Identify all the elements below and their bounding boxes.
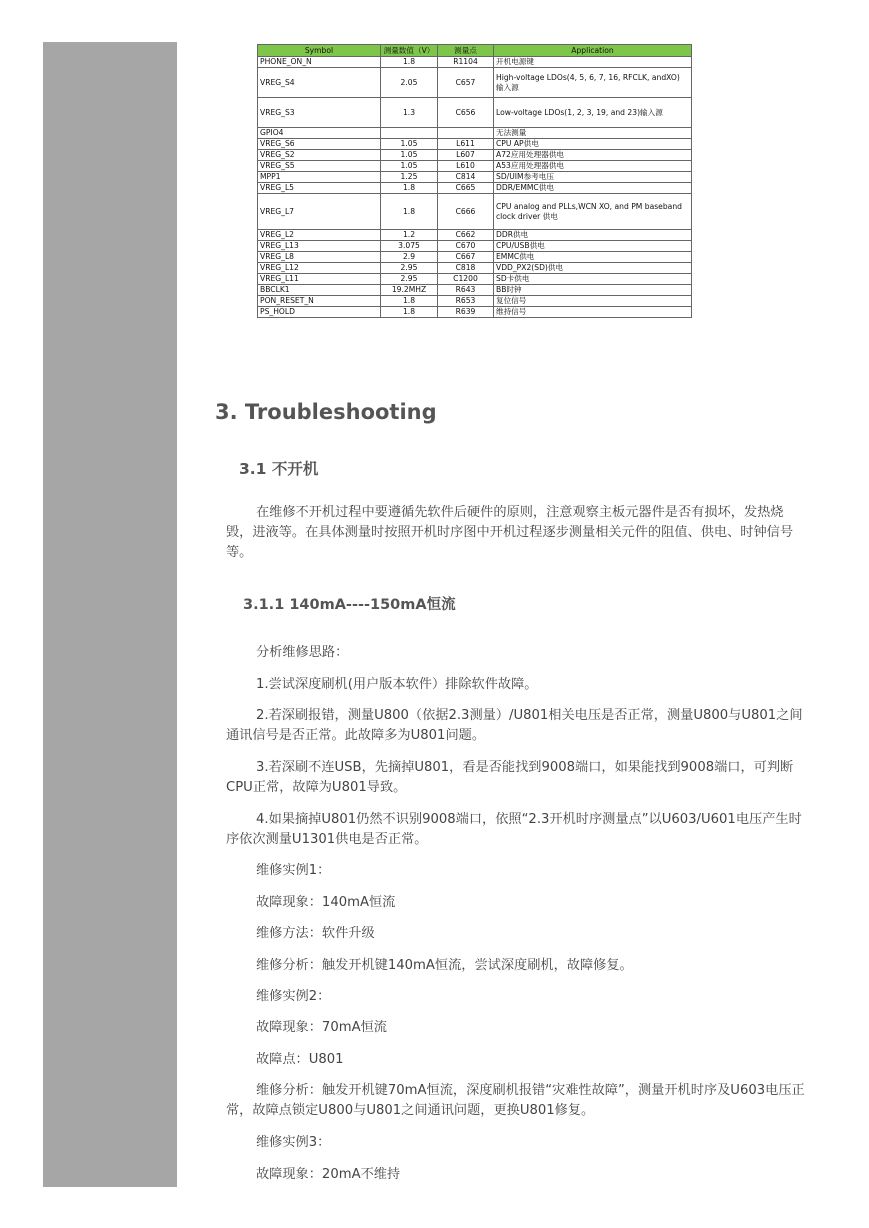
header-point: 测量点 [438, 45, 494, 57]
cell-application: DDR/EMMC供电 [494, 183, 692, 194]
table-row [258, 241, 692, 252]
case-1-analysis: 维修分析：触发开机键140mA恒流，尝试深度刷机，故障修复。 [256, 958, 633, 973]
cell-point: C818 [438, 263, 494, 274]
cell-symbol: VREG_L8 [258, 252, 381, 263]
cell-symbol: VREG_S4 [258, 68, 381, 98]
table-row [258, 57, 692, 68]
cell-value: 2.95 [381, 274, 438, 285]
table-row [258, 263, 692, 274]
cell-symbol: VREG_S3 [258, 98, 381, 128]
case-1-method: 维修方法：软件升级 [256, 926, 375, 941]
cell-application: CPU analog and PLLs,WCN XO, and PM baseband clock driver 供电 [494, 194, 692, 230]
cell-point: L610 [438, 161, 494, 172]
cell-symbol: VREG_S2 [258, 150, 381, 161]
cell-point: L607 [438, 150, 494, 161]
table-row [258, 128, 692, 139]
cell-value: 2.05 [381, 68, 438, 98]
cell-point: C670 [438, 241, 494, 252]
cell-application: High-voltage LDOs(4, 5, 6, 7, 16, RFCLK, andXO) 输入源 [494, 68, 692, 98]
cell-symbol: GPIO4 [258, 128, 381, 139]
table-row [258, 172, 692, 183]
cell-application: CPU/USB供电 [494, 241, 692, 252]
cell-value: 1.8 [381, 296, 438, 307]
cell-point: L611 [438, 139, 494, 150]
cell-value: 1.25 [381, 172, 438, 183]
cell-symbol: PHONE_ON_N [258, 57, 381, 68]
cell-symbol: PON_RESET_N [258, 296, 381, 307]
cell-symbol: VREG_L2 [258, 230, 381, 241]
header-application: Application [494, 45, 692, 57]
cell-value: 1.8 [381, 194, 438, 230]
case-1-symptom: 故障现象：140mA恒流 [256, 895, 396, 910]
cell-value: 1.8 [381, 57, 438, 68]
cell-point: R1104 [438, 57, 494, 68]
table-row [258, 183, 692, 194]
analysis-heading: 分析维修思路： [256, 645, 349, 660]
cell-application: DDR供电 [494, 230, 692, 241]
cell-application: BB时钟 [494, 285, 692, 296]
table-row [258, 139, 692, 150]
table-row [258, 230, 692, 241]
table-row [258, 307, 692, 318]
step-4: 4.如果摘掉U801仍然不识别9008端口，依照“2.3开机时序测量点”以U603/U601电压产生时序依次测量U1301供电是否正常。 [226, 812, 802, 847]
cell-symbol: VREG_L13 [258, 241, 381, 252]
step-3: 3.若深刷不连USB，先摘掉U801，看是否能找到9008端口，如果能找到9008端口，可判断CPU正常，故障为U801导致。 [226, 760, 794, 795]
table-row [258, 296, 692, 307]
cell-value: 1.05 [381, 150, 438, 161]
cell-application: A72应用处理器供电 [494, 150, 692, 161]
intro-paragraph: 在维修不开机过程中要遵循先软件后硬件的原则，注意观察主板元器件是否有损坏，发热烧毁，进液等。在具体测量时按照开机时序图中开机过程逐步测量相关元件的阻值、供电、时钟信号等。 [226, 505, 794, 560]
cell-application: EMMC供电 [494, 252, 692, 263]
measurement-table [257, 44, 692, 318]
table-row [258, 68, 692, 98]
cell-application: Low-voltage LDOs(1, 2, 3, 19, and 23)输入源 [494, 98, 692, 128]
cell-point: C814 [438, 172, 494, 183]
subsubsection-title: 3.1.1 140mA----150mA恒流 [243, 597, 456, 613]
cell-application: CPU AP供电 [494, 139, 692, 150]
table-row [258, 194, 692, 230]
case-3-symptom: 故障现象：20mA不维持 [256, 1167, 401, 1182]
cell-value: 1.3 [381, 98, 438, 128]
cell-point: C667 [438, 252, 494, 263]
cell-symbol: VREG_L12 [258, 263, 381, 274]
table-row [258, 161, 692, 172]
cell-symbol: VREG_S6 [258, 139, 381, 150]
header-value: 测量数值（V） [381, 45, 438, 57]
cell-value: 1.8 [381, 183, 438, 194]
section-title: 3. Troubleshooting [215, 400, 437, 424]
cell-point: C665 [438, 183, 494, 194]
cell-point: R653 [438, 296, 494, 307]
cell-application: SD卡供电 [494, 274, 692, 285]
cell-value [381, 128, 438, 139]
cell-value: 3.075 [381, 241, 438, 252]
cell-value: 2.9 [381, 252, 438, 263]
cell-value: 1.8 [381, 307, 438, 318]
cell-point: C656 [438, 98, 494, 128]
cell-application: VDD_PX2(SD)供电 [494, 263, 692, 274]
cell-value: 1.05 [381, 161, 438, 172]
table-row [258, 98, 692, 128]
cell-symbol: PS_HOLD [258, 307, 381, 318]
cell-application: 开机电源键 [494, 57, 692, 68]
cell-symbol: MPP1 [258, 172, 381, 183]
table-row [258, 274, 692, 285]
table-body [258, 57, 692, 318]
cell-value: 1.2 [381, 230, 438, 241]
cell-value: 1.05 [381, 139, 438, 150]
case-2-heading: 维修实例2： [256, 989, 331, 1004]
left-gray-sidebar [43, 42, 177, 1187]
table-row [258, 150, 692, 161]
subsection-title: 3.1 不开机 [239, 460, 319, 478]
case-2-symptom: 故障现象：70mA恒流 [256, 1020, 387, 1035]
header-symbol: Symbol [258, 45, 381, 57]
case-2-fault-point: 故障点：U801 [256, 1052, 344, 1067]
cell-symbol: VREG_L11 [258, 274, 381, 285]
cell-point [438, 128, 494, 139]
step-2: 2.若深刷报错，测量U800（依据2.3测量）/U801相关电压是否正常，测量U800与U801之间通讯信号是否正常。此故障多为U801问题。 [226, 708, 803, 743]
cell-symbol: VREG_L7 [258, 194, 381, 230]
step-1: 1.尝试深度刷机(用户版本软件）排除软件故障。 [256, 677, 538, 692]
case-3-heading: 维修实例3： [256, 1135, 331, 1150]
cell-symbol: VREG_L5 [258, 183, 381, 194]
cell-point: C1200 [438, 274, 494, 285]
cell-symbol: BBCLK1 [258, 285, 381, 296]
table-header-row [258, 45, 692, 57]
cell-application: A53应用处理器供电 [494, 161, 692, 172]
case-1-heading: 维修实例1： [256, 863, 331, 878]
table-row [258, 252, 692, 263]
cell-point: C657 [438, 68, 494, 98]
table-row [258, 285, 692, 296]
cell-application: 无法测量 [494, 128, 692, 139]
cell-application: 维持信号 [494, 307, 692, 318]
cell-value: 2.95 [381, 263, 438, 274]
cell-point: R643 [438, 285, 494, 296]
cell-application: SD/UIM参考电压 [494, 172, 692, 183]
cell-application: 复位信号 [494, 296, 692, 307]
cell-point: C666 [438, 194, 494, 230]
cell-symbol: VREG_S5 [258, 161, 381, 172]
cell-point: R639 [438, 307, 494, 318]
case-2-analysis: 维修分析：触发开机键70mA恒流，深度刷机报错“灾难性故障”，测量开机时序及U603电压正常，故障点锁定U800与U801之间通讯问题，更换U801修复。 [226, 1083, 805, 1118]
cell-value: 19.2MHZ [381, 285, 438, 296]
cell-point: C662 [438, 230, 494, 241]
